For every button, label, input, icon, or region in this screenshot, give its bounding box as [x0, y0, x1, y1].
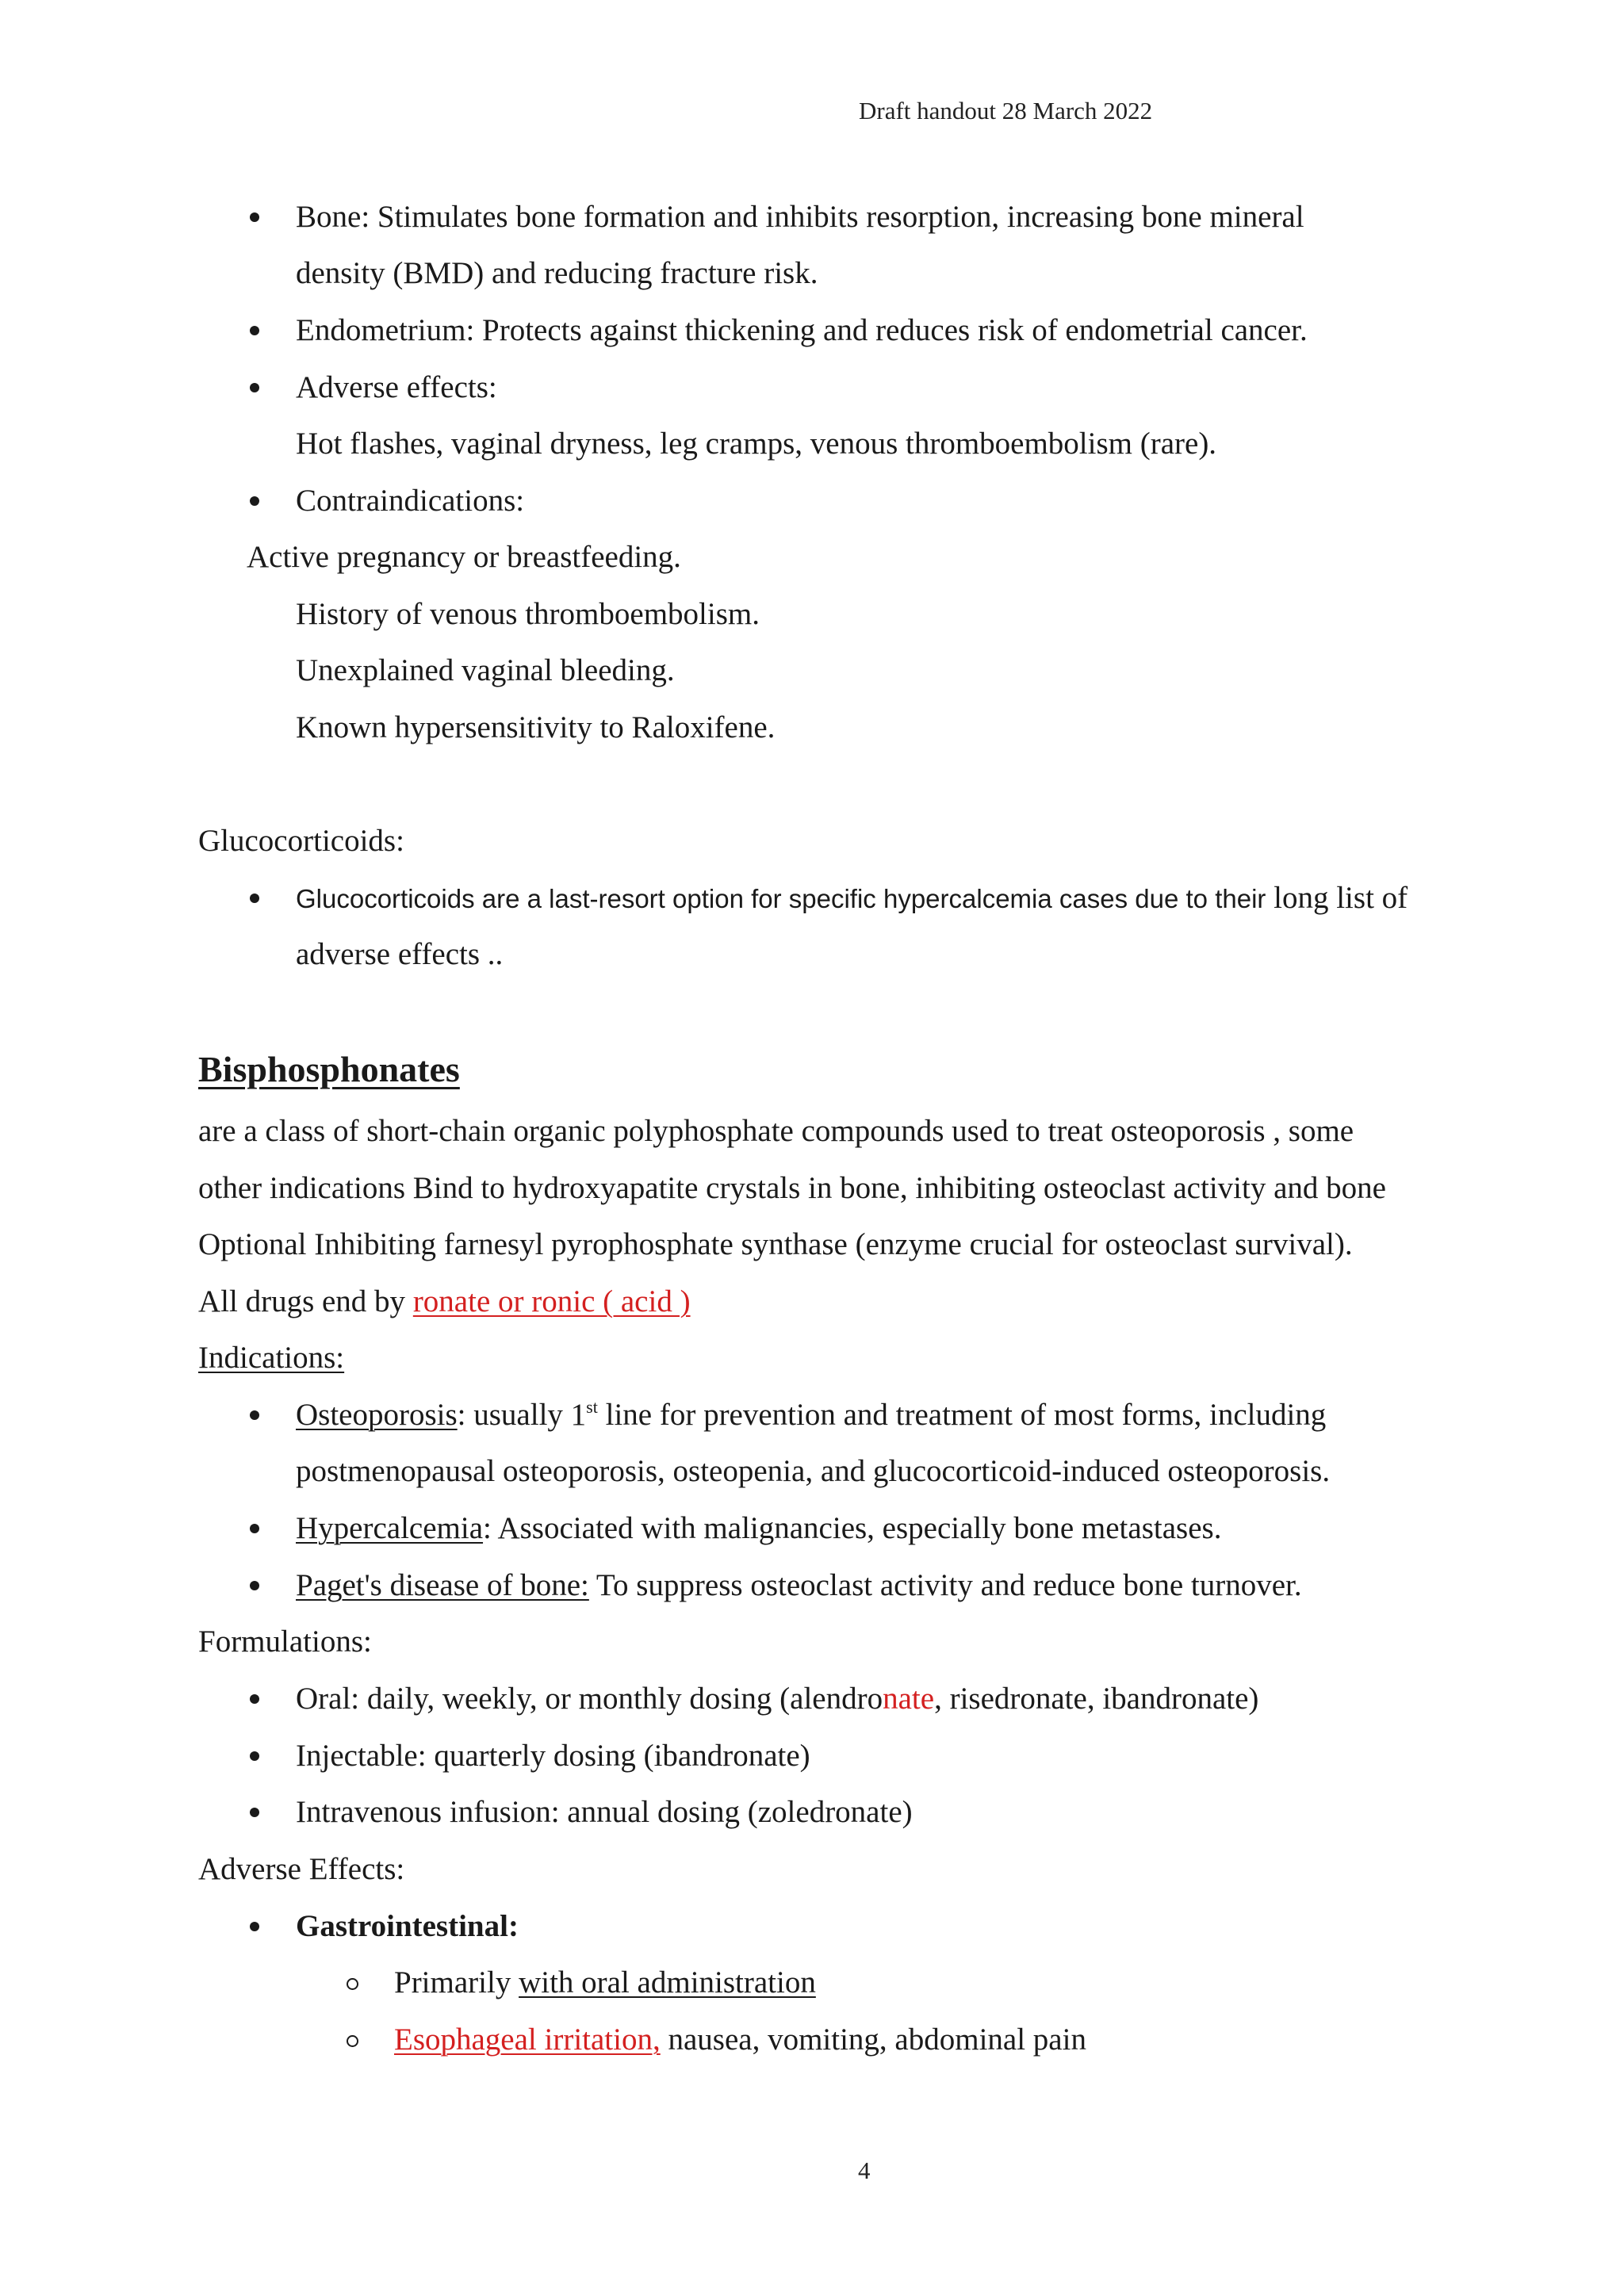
bullet-icon: [250, 894, 259, 903]
osteoporosis-line-2: postmenopausal osteoporosis, osteopenia, and glucocorticoid-induced osteoporosis.: [296, 1454, 1331, 1488]
intro-line-4: [198, 1283, 691, 1321]
gi-item-2-text: nausea, vomiting, abdominal pain: [660, 2022, 1086, 2057]
osteoporosis-label: Osteoporosis: [296, 1398, 458, 1432]
formulation-oral-a: Oral: daily, weekly, or monthly dosing (alendro: [296, 1682, 883, 1716]
intro-line-1: are a class of short-chain organic polyphosphate compounds used to treat osteoporosis , some: [198, 1114, 1354, 1148]
indications-title: Indications:: [198, 1341, 345, 1375]
bullet-icon: [250, 1581, 259, 1590]
suffix-highlight: ronate or ronic ( acid ): [412, 1284, 691, 1318]
contraindication-1: Active pregnancy or breastfeeding.: [247, 540, 681, 574]
indication-osteoporosis: [296, 1396, 1326, 1434]
gi-item-1-prefix: Primarily: [394, 1965, 519, 1999]
bullet-icon: [250, 1410, 259, 1420]
contraindications-title: Contraindications:: [296, 484, 525, 518]
contraindication-2: History of venous thromboembolism.: [296, 597, 760, 631]
bullet-icon: [250, 496, 259, 506]
bullet-icon: [250, 1922, 259, 1931]
bisphosphonates-heading: Bisphosphonates: [198, 1049, 460, 1089]
contraindication-4: Known hypersensitivity to Raloxifene.: [296, 710, 776, 744]
bullet-icon: [250, 1751, 259, 1761]
osteoporosis-text-2: line for prevention and treatment of most forms, including: [597, 1398, 1327, 1432]
bullet-icon: [250, 1808, 259, 1817]
endometrium-line: Endometrium: Protects against thickening and reduces risk of endometrial cancer.: [296, 313, 1308, 347]
gastrointestinal-title: Gastrointestinal:: [296, 1909, 519, 1943]
formulation-iv: Intravenous infusion: annual dosing (zoledronate): [296, 1795, 913, 1829]
circle-bullet-icon: [347, 2035, 358, 2047]
formulation-oral-highlight: nate: [883, 1682, 935, 1716]
glucocorticoids-line-1: [296, 879, 1408, 918]
indication-paget: [296, 1567, 1302, 1605]
indication-hypercalcemia: [296, 1510, 1221, 1548]
gi-item-1: [394, 1964, 816, 2002]
contraindication-3: Unexplained vaginal bleeding.: [296, 653, 675, 687]
osteoporosis-sup: st: [586, 1397, 598, 1417]
glucocorticoids-line-2: adverse effects ..: [296, 937, 504, 971]
gi-item-1-underlined: with oral administration: [519, 1965, 816, 1999]
intro-line-3: Optional Inhibiting farnesyl pyrophosphate synthase (enzyme crucial for osteoclast survival).: [198, 1227, 1353, 1261]
paget-text: To suppress osteoclast activity and reduce bone turnover.: [588, 1568, 1302, 1602]
intro-line-2: other indications Bind to hydroxyapatite crystals in bone, inhibiting osteoclast activity and bone: [198, 1171, 1386, 1205]
formulation-oral: [296, 1680, 1258, 1718]
glucocorticoids-line-1-serif: long list of: [1266, 881, 1408, 915]
gi-item-2-highlight: Esophageal irritation,: [394, 2022, 661, 2057]
bone-line-1: Bone: Stimulates bone formation and inhibits resorption, increasing bone mineral: [296, 200, 1304, 234]
osteoporosis-text-1: : usually 1: [457, 1398, 587, 1432]
bullet-icon: [250, 383, 259, 392]
page-header: Draft handout 28 March 2022: [859, 97, 1153, 124]
bone-line-2: density (BMD) and reducing fracture risk.: [296, 256, 818, 290]
paget-label: Paget's disease of bone:: [296, 1568, 589, 1602]
formulation-oral-b: , risedronate, ibandronate): [934, 1682, 1259, 1716]
bullet-icon: [250, 326, 259, 335]
gi-item-2: [394, 2021, 1086, 2059]
bullet-icon: [250, 1694, 259, 1704]
adverse-effects-title: Adverse effects:: [296, 370, 497, 404]
page-number: 4: [858, 2156, 871, 2184]
adverse-effects-title: Adverse Effects:: [198, 1852, 405, 1886]
hypercalcemia-text: : Associated with malignancies, especially bone metastases.: [483, 1511, 1222, 1545]
glucocorticoids-title: Glucocorticoids:: [198, 824, 404, 858]
bullet-icon: [250, 1524, 259, 1533]
bullet-icon: [250, 212, 259, 222]
formulation-injectable: Injectable: quarterly dosing (ibandronate): [296, 1739, 810, 1773]
circle-bullet-icon: [347, 1978, 358, 1990]
intro-line-4-prefix: All drugs end by: [198, 1284, 413, 1318]
adverse-effects-text: Hot flashes, vaginal dryness, leg cramps, venous thromboembolism (rare).: [296, 427, 1217, 461]
formulations-title: Formulations:: [198, 1624, 372, 1659]
glucocorticoids-line-1-sans: Glucocorticoids are a last-resort option for specific hypercalcemia cases due to their: [296, 884, 1266, 913]
hypercalcemia-label: Hypercalcemia: [296, 1511, 484, 1545]
